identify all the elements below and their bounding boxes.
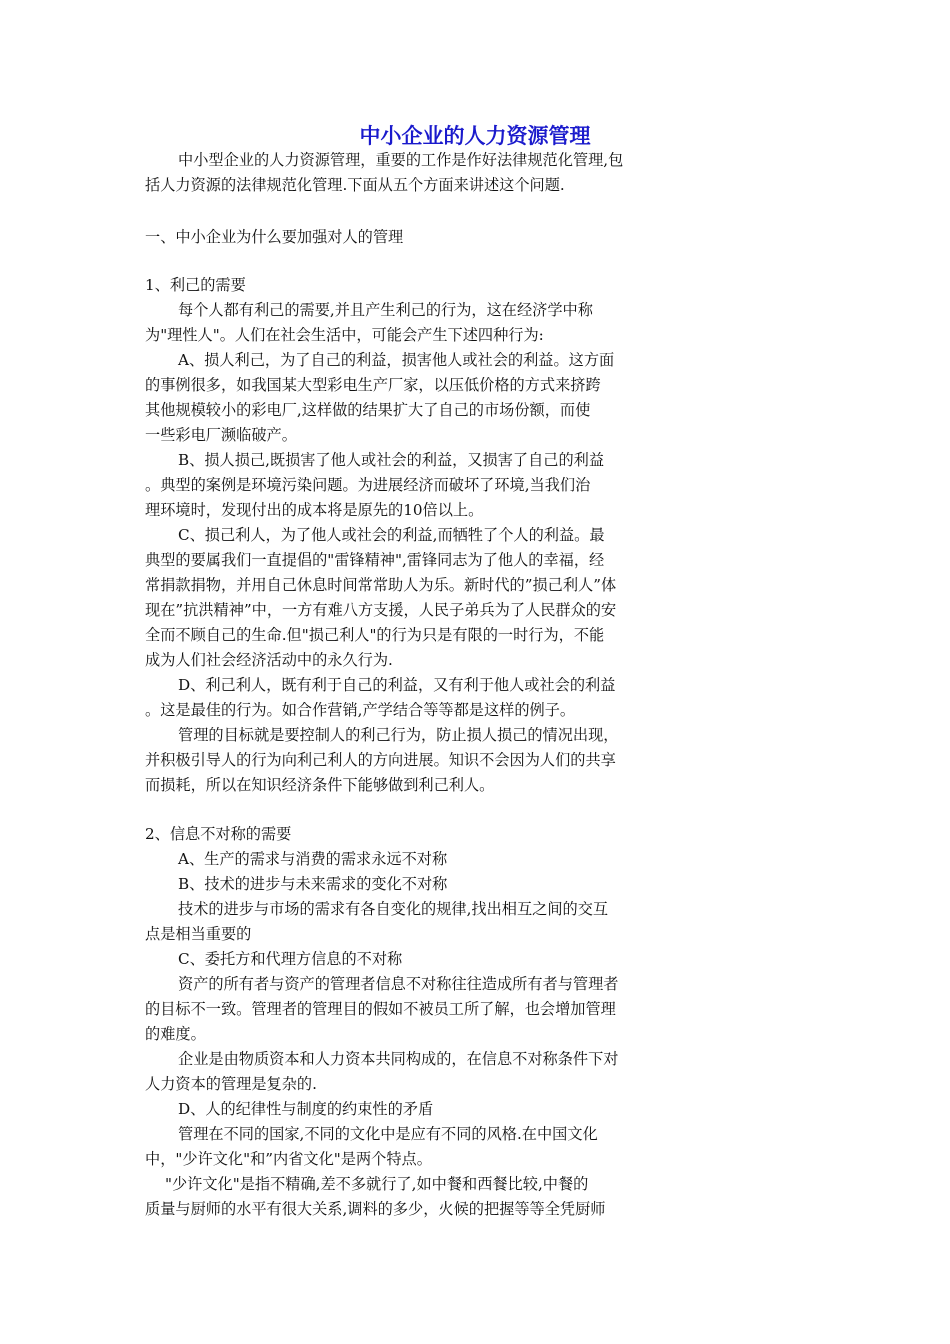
body-line: 质量与厨师的水平有很大关系,调料的多少，火候的把握等等全凭厨师 [145, 1200, 606, 1218]
body-line: 企业是由物质资本和人力资本共同构成的，在信息不对称条件下对 [178, 1050, 619, 1068]
body-line: 全而不顾自己的生命.但"损己利人"的行为只是有限的一时行为，不能 [145, 626, 605, 644]
body-line: 。这是最佳的行为。如合作营销,产学结合等等都是这样的例子。 [145, 701, 576, 719]
body-line: 技术的进步与市场的需求有各自变化的规律,找出相互之间的交互 [178, 900, 609, 918]
body-line: 并积极引导人的行为向利己利人的方向进展。知识不会因为人们的共享 [145, 751, 616, 769]
body-line: 的难度。 [145, 1025, 206, 1043]
body-line: 常捐款捐物，并用自己休息时间常常助人为乐。新时代的”损己利人”体 [145, 576, 617, 594]
body-line: 人力资本的管理是复杂的. [145, 1075, 317, 1093]
body-line: 而损耗，所以在知识经济条件下能够做到利己利人。 [145, 776, 495, 794]
body-line: 为"理性人"。人们在社会生活中，可能会产生下述四种行为: [145, 326, 544, 344]
body-line: A、损人利己，为了自己的利益，损害他人或社会的利益。这方面 [178, 351, 615, 369]
body-line: 一些彩电厂濒临破产。 [145, 426, 297, 444]
body-line: 点是相当重要的 [145, 925, 252, 943]
body-line: 资产的所有者与资产的管理者信息不对称往往造成所有者与管理者 [178, 975, 619, 993]
body-line: D、人的纪律性与制度的约束性的矛盾 [178, 1100, 434, 1118]
body-line: 每个人都有利己的需要,并且产生利己的行为，这在经济学中称 [178, 301, 593, 319]
body-line: 其他规模较小的彩电厂,这样做的结果扩大了自己的市场份额，而使 [145, 401, 591, 419]
body-line: 的事例很多，如我国某大型彩电生产厂家，以压低价格的方式来挤跨 [145, 376, 601, 394]
body-line: B、技术的进步与未来需求的变化不对称 [178, 875, 448, 893]
body-line: 管理在不同的国家,不同的文化中是应有不同的风格.在中国文化 [178, 1125, 598, 1143]
subsection-heading: 1、利己的需要 [145, 276, 246, 294]
body-line: 管理的目标就是要控制人的利己行为，防止损人损己的情况出现， [178, 726, 619, 744]
body-line: 典型的要属我们一直提倡的"雷锋精神",雷锋同志为了他人的幸福，经 [145, 551, 605, 569]
body-line: 理环境时，发现付出的成本将是原先的10倍以上。 [145, 501, 484, 519]
document-title: 中小企业的人力资源管理 [359, 124, 591, 148]
body-line: 的目标不一致。管理者的管理目的假如不被员工所了解，也会增加管理 [145, 1000, 616, 1018]
body-line: A、生产的需求与消费的需求永远不对称 [178, 850, 448, 868]
section-heading: 一、中小企业为什么要加强对人的管理 [145, 228, 404, 246]
body-line: C、损己利人，为了他人或社会的利益,而牺牲了个人的利益。最 [178, 526, 605, 544]
body-line: 中小型企业的人力资源管理，重要的工作是作好法律规范化管理,包 [178, 151, 624, 169]
body-line: "少许文化"是指不精确,差不多就行了,如中餐和西餐比较,中餐的 [165, 1175, 589, 1193]
body-line: 。典型的案例是环境污染问题。为进展经济而破坏了环境,当我们治 [145, 476, 591, 494]
subsection-heading: 2、信息不对称的需要 [145, 825, 292, 843]
body-line: 成为人们社会经济活动中的永久行为. [145, 651, 393, 669]
body-line: 现在”抗洪精神”中，一方有难八方支援，人民子弟兵为了人民群众的安 [145, 601, 617, 619]
body-line: B、损人损己,既损害了他人或社会的利益，又损害了自己的利益 [178, 451, 605, 469]
body-line: C、委托方和代理方信息的不对称 [178, 950, 403, 968]
body-line: D、利己利人，既有利于自己的利益，又有利于他人或社会的利益 [178, 676, 616, 694]
body-line: 中，"少许文化"和”内省文化"是两个特点。 [145, 1150, 432, 1168]
body-line: 括人力资源的法律规范化管理.下面从五个方面来讲述这个问题. [145, 176, 565, 194]
